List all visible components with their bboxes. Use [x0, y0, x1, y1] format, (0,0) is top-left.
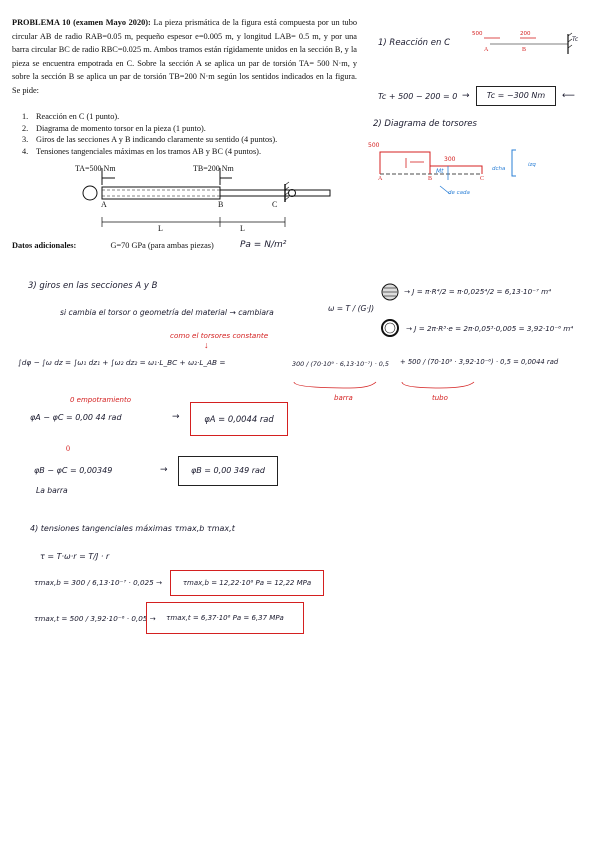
phi-b-note: La barra — [36, 486, 68, 495]
diag-300: 300 — [444, 156, 456, 163]
point-b-label: B — [218, 200, 224, 209]
sol1-result: Tc = −300 Nm — [476, 86, 556, 106]
problem-statement — [12, 16, 357, 98]
phi-b-arrow-icon: → — [160, 465, 168, 475]
task-item: 3. Giros de las secciones A y B indicando claramente su sentido (4 puntos). — [22, 135, 278, 144]
task-item: 2. Diagrama de momento torsor en la pieza (1 punto). — [22, 123, 206, 133]
sol3-title: 3) giros en las secciones A y B — [28, 281, 158, 291]
tau-b-equation: τmax,b = 300 / 6,13·10⁻⁷ · 0,025 → — [34, 578, 162, 587]
point-a-label: A — [101, 200, 107, 209]
task-list — [22, 111, 352, 157]
sol2-title: 2) Diagrama de torsores — [373, 119, 477, 129]
sol4-title: 4) tensiones tangenciales máximas τmax,b τmax,t — [30, 524, 235, 533]
diag-mt: Mt — [436, 168, 444, 175]
tb-label: TB=200 Nm — [193, 164, 234, 173]
j-tube: → J = 2π·R³·e = 2π·0,05³·0,005 = 3,92·10⁻⁶ m⁴ — [406, 324, 574, 333]
problem-text: La pieza prismática de la figura está compuesta por un tubo circular AB de radio RAB=0.05 m, pequeño espesor e=0.005 m, y longitud LAB= 0.5 m, y por una barra circular BC de radio RBC=0.025 m. Ambos tramos están rígidamente unidos en la sección B, y la pieza se encuentra empotrada en C. Sobre la sección A se aplica un par de torsión TA= 500 N·m, y sobre la sección B se aplica un par de torsión TB=200 N·m según los sentidos indicados en la figura. Se pide: — [12, 18, 358, 95]
additional-data — [12, 241, 214, 250]
solid-section-icon — [380, 282, 400, 302]
diag-a: A — [378, 176, 383, 182]
unit-note: Pa = N/m² — [240, 240, 287, 250]
tau-t-result: τmax,t = 6,37·10⁶ Pa = 6,37 MPa — [146, 602, 304, 634]
sol1-arrow: → — [462, 91, 470, 101]
term2: + 500 / (70·10⁹ · 3,92·10⁻⁶) · 0,5 = 0,0044 rad — [400, 358, 559, 366]
phi-a-result: φA = 0,0044 rad — [190, 402, 288, 436]
length-right-label: L — [240, 224, 245, 233]
constant-arrow-icon: ↓ — [204, 340, 209, 350]
phi-b-equation: φB − φC = 0,00349 — [34, 466, 113, 475]
diag-izq: izq — [528, 162, 536, 168]
sol1-tc: Tc — [572, 36, 579, 43]
point-c-label: C — [272, 200, 278, 209]
empotramiento-note: 0 empotramiento — [70, 396, 131, 404]
term1: 300 / (70·10⁹ · 6,13·10⁻⁷) · 0,5 — [292, 360, 389, 368]
phi-a-equation: φA − φC = 0,00 44 rad — [30, 413, 122, 422]
sol1-500: 500 — [472, 31, 483, 37]
sol1-200: 200 — [520, 31, 531, 37]
zero-mark: 0 — [66, 444, 70, 453]
additional-value: G=70 GPa (para ambas piezas) — [110, 241, 214, 250]
task-item: 1. Reacción en C (1 punto). — [22, 112, 120, 121]
diag-b: B — [428, 176, 433, 182]
diag-c: C — [480, 176, 485, 182]
sol1-result-arrow-icon: ⟵ — [562, 91, 575, 101]
problem-heading: PROBLEMA 10 (examen Mayo 2020): — [12, 18, 151, 27]
tau-b-result: τmax,b = 12,22·10⁶ Pa = 12,22 MPa — [170, 570, 324, 596]
shear-formula: τ = T·ω·r = T/J · r — [40, 552, 110, 561]
diag-de-cada: de cada — [448, 190, 470, 196]
sol1-a: A — [484, 47, 489, 53]
phi-a-arrow-icon: → — [172, 412, 180, 422]
tau-t-equation: τmax,t = 500 / 3,92·10⁻⁶ · 0,05 → — [34, 614, 156, 623]
label-barra: barra — [334, 394, 353, 402]
length-left-label: L — [158, 224, 163, 233]
diag-dcha: dcha — [492, 166, 506, 172]
label-tubo: tubo — [432, 394, 448, 402]
tube-section-icon — [380, 318, 400, 338]
j-solid: → J = π·R⁴/2 = π·0,025⁴/2 = 6,13·10⁻⁷ m⁴ — [404, 287, 552, 296]
sol3-note: si cambia el torsor o geometría del material → cambiara — [60, 308, 274, 317]
phi-b-result: φB = 0,00 349 rad — [178, 456, 278, 486]
ta-label: TA=500 Nm — [75, 164, 116, 173]
sol1-equation: Tc + 500 − 200 = 0 — [378, 92, 458, 101]
integral-expression: ∫dφ − ∫ω dz = ∫ω₁ dz₁ + ∫ω₂ dz₂ = ω₁·L_BC + ω₂·L_AB = — [18, 358, 226, 367]
additional-label: Datos adicionales: — [12, 241, 77, 250]
constant-note: como el torsores constante — [170, 331, 269, 340]
task-item: 4. Tensiones tangenciales máximas en los tramos AB y BC (4 puntos). — [22, 146, 262, 156]
sol1-b: B — [522, 47, 527, 53]
sol1-title: 1) Reacción en C — [378, 38, 451, 48]
diag-500: 500 — [368, 142, 380, 149]
brace-marks — [290, 378, 490, 398]
omega-formula: ω = T / (G·J) — [328, 304, 375, 313]
